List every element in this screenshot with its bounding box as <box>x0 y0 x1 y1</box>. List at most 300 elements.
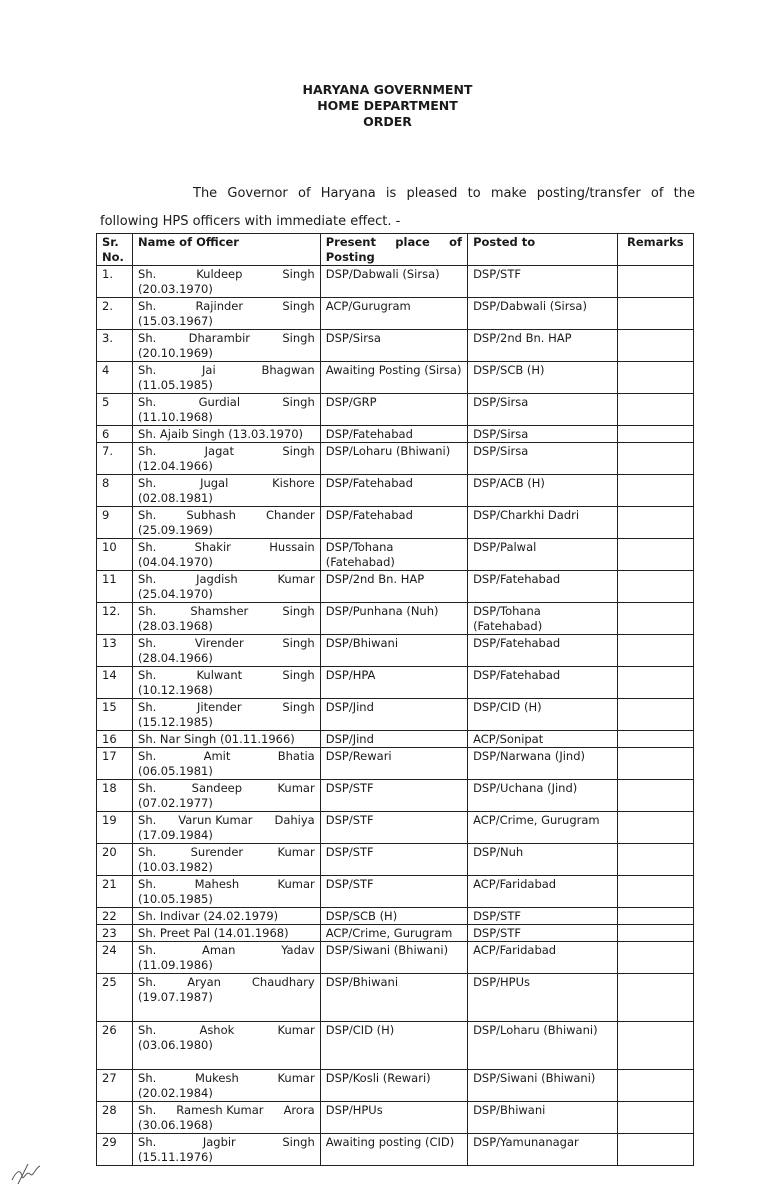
table-row <box>97 539 694 571</box>
present-posting: DSP/Fatehabad <box>325 427 413 441</box>
posted-to-cell <box>468 603 618 635</box>
table-row <box>97 298 694 330</box>
present-posting-cell <box>320 330 467 362</box>
document-header <box>0 82 775 130</box>
present-posting: DSP/Kosli (Rewari) <box>325 1071 431 1085</box>
officer-first-name: Amit <box>203 749 231 763</box>
present-posting-cell <box>320 974 467 1022</box>
officer-first-name: Jugal <box>200 476 229 490</box>
present-posting: DSP/STF <box>325 877 374 891</box>
officer-dob: (30.06.1968) <box>138 1118 213 1132</box>
officer-title: Sh. <box>138 668 157 682</box>
remarks-cell <box>617 812 693 844</box>
present-posting-cell <box>320 812 467 844</box>
present-posting: Awaiting Posting (Sirsa) <box>325 363 462 377</box>
posted-to: DSP/Narwana (Jind) <box>473 749 585 763</box>
officer-last-name: Dahiya <box>274 813 315 827</box>
officer-dob: (20.02.1984) <box>138 1086 213 1100</box>
officer-dob: (12.04.1966) <box>138 459 213 473</box>
officer-name-cell <box>133 699 321 731</box>
officer-name-cell <box>133 298 321 330</box>
sr-no-cell <box>97 266 133 298</box>
table-row <box>97 1070 694 1102</box>
officer-dob: (17.09.1984) <box>138 828 213 842</box>
officer-name-cell <box>133 748 321 780</box>
posted-to-cell <box>468 394 618 426</box>
officer-title: Sh. <box>138 444 157 458</box>
remarks-cell <box>617 780 693 812</box>
table-row <box>97 942 694 974</box>
present-posting: DSP/STF <box>325 845 374 859</box>
sr-no-cell <box>97 362 133 394</box>
officer-last-name: Singh <box>282 1135 315 1149</box>
table-row <box>97 426 694 443</box>
remarks-cell <box>617 1102 693 1134</box>
posted-to: DSP/Fatehabad <box>473 636 561 650</box>
officer-name-cell <box>133 844 321 876</box>
present-posting-cell <box>320 667 467 699</box>
sr-no-cell <box>97 426 133 443</box>
table-row <box>97 475 694 507</box>
posted-to: DSP/STF <box>473 267 521 281</box>
officer-first-name: Virender <box>194 636 244 650</box>
header-present-posting: Present place of Posting <box>320 234 467 266</box>
officer-last-name: Bhagwan <box>261 363 315 377</box>
officer-title: Sh. <box>138 395 157 409</box>
present-posting-cell <box>320 571 467 603</box>
present-posting-cell <box>320 266 467 298</box>
officer-first-name: Kuldeep <box>196 267 243 281</box>
present-posting-cell <box>320 635 467 667</box>
table-row <box>97 925 694 942</box>
officer-dob: (20.03.1970) <box>138 282 213 296</box>
officer-name-cell <box>133 731 321 748</box>
posted-to-cell <box>468 507 618 539</box>
header-name: Name of Officer <box>133 234 321 266</box>
officer-last-name: Kishore <box>272 476 315 490</box>
present-posting: Awaiting posting (CID) <box>325 1135 455 1149</box>
sr-no: 8 <box>102 476 110 490</box>
sr-no-cell <box>97 748 133 780</box>
sr-no: 7. <box>102 444 113 458</box>
officer-first-name: Mahesh <box>194 877 240 891</box>
sr-no: 26 <box>102 1023 117 1037</box>
header-department: HOME DEPARTMENT <box>317 98 458 113</box>
officer-name-cell <box>133 362 321 394</box>
officer-title: Sh. <box>138 1103 157 1117</box>
present-posting-cell <box>320 603 467 635</box>
present-posting-cell <box>320 748 467 780</box>
table-row <box>97 603 694 635</box>
posted-to: ACP/Crime, Gurugram <box>473 813 600 827</box>
present-posting: ACP/Gurugram <box>325 299 411 313</box>
sr-no-cell <box>97 1134 133 1166</box>
officer-last-name: Singh <box>282 604 315 618</box>
header-remarks: Remarks <box>617 234 693 266</box>
officer-dob: (11.10.1968) <box>138 410 213 424</box>
sr-no: 24 <box>102 943 117 957</box>
sr-no-cell <box>97 507 133 539</box>
sr-no-cell <box>97 539 133 571</box>
officer-dob: (03.06.1980) <box>138 1038 213 1052</box>
officer-first-name: Subhash <box>186 508 236 522</box>
officer-dob: (15.11.1976) <box>138 1150 213 1164</box>
table-row <box>97 699 694 731</box>
posted-to: DSP/Fatehabad <box>473 668 561 682</box>
posted-to: DSP/ACB (H) <box>473 476 545 490</box>
officer-name-cell <box>133 571 321 603</box>
posted-to: DSP/Charkhi Dadri <box>473 508 580 522</box>
sr-no-cell <box>97 731 133 748</box>
officer-title: Sh. <box>138 604 157 618</box>
posted-to: DSP/Dabwali (Sirsa) <box>473 299 587 313</box>
present-posting: DSP/Bhiwani <box>325 975 399 989</box>
officer-name-cell <box>133 426 321 443</box>
officer-name-cell <box>133 507 321 539</box>
officer-dob: (04.04.1970) <box>138 555 213 569</box>
remarks-cell <box>617 699 693 731</box>
table-row <box>97 362 694 394</box>
sr-no: 18 <box>102 781 117 795</box>
present-posting: DSP/HPA <box>325 668 376 682</box>
remarks-cell <box>617 298 693 330</box>
present-posting: DSP/Dabwali (Sirsa) <box>325 267 440 281</box>
remarks-cell <box>617 1134 693 1166</box>
officer-last-name: Singh <box>282 668 315 682</box>
officer-title: Sh. <box>138 877 157 891</box>
posted-to: DSP/Tohana (Fatehabad) <box>473 604 543 633</box>
posted-to: DSP/STF <box>473 926 521 940</box>
officer-dob: (11.05.1985) <box>138 378 213 392</box>
officer-title: Sh. <box>138 572 157 586</box>
remarks-cell <box>617 571 693 603</box>
posted-to: DSP/Sirsa <box>473 395 529 409</box>
sr-no: 9 <box>102 508 110 522</box>
posted-to-cell <box>468 330 618 362</box>
sr-no-cell <box>97 330 133 362</box>
remarks-cell <box>617 426 693 443</box>
officer-dob: (07.02.1977) <box>138 796 213 810</box>
posting-table <box>96 233 694 1166</box>
posted-to-cell <box>468 635 618 667</box>
present-posting-cell <box>320 731 467 748</box>
officer-last-name: Bhatia <box>277 749 315 763</box>
sr-no: 22 <box>102 909 117 923</box>
officer-dob: (25.04.1970) <box>138 587 213 601</box>
table-row <box>97 330 694 362</box>
officer-title: Sh. <box>138 845 157 859</box>
officer-last-name: Chaudhary <box>251 975 315 989</box>
officer-dob: (10.03.1982) <box>138 860 213 874</box>
posted-to-cell <box>468 571 618 603</box>
sr-no-cell <box>97 571 133 603</box>
sr-no: 23 <box>102 926 117 940</box>
officer-first-name: Jagdish <box>196 572 238 586</box>
present-posting: DSP/Siwani (Bhiwani) <box>325 943 449 957</box>
remarks-cell <box>617 330 693 362</box>
remarks-cell <box>617 942 693 974</box>
officer-first-name: Jagbir <box>202 1135 236 1149</box>
officer-name-cell <box>133 974 321 1022</box>
posted-to-cell <box>468 925 618 942</box>
header-order: ORDER <box>363 114 412 129</box>
officer-dob: (06.05.1981) <box>138 764 213 778</box>
present-posting-cell <box>320 539 467 571</box>
present-posting-cell <box>320 699 467 731</box>
remarks-cell <box>617 925 693 942</box>
sr-no-cell <box>97 1022 133 1070</box>
officer-first-name: Surender <box>190 845 244 859</box>
officer-name: Sh. Nar Singh (01.11.1966) <box>138 732 295 746</box>
table-row <box>97 974 694 1022</box>
posted-to: DSP/Bhiwani <box>473 1103 546 1117</box>
officer-title: Sh. <box>138 943 157 957</box>
officer-first-name: Rajinder <box>195 299 244 313</box>
remarks-cell <box>617 394 693 426</box>
posted-to-cell <box>468 539 618 571</box>
present-posting: DSP/Loharu (Bhiwani) <box>325 444 451 458</box>
officer-name-cell <box>133 908 321 925</box>
remarks-cell <box>617 908 693 925</box>
officer-title: Sh. <box>138 476 157 490</box>
posted-to: DSP/Uchana (Jind) <box>473 781 578 795</box>
table-row <box>97 266 694 298</box>
officer-first-name: Varun Kumar <box>178 813 253 827</box>
remarks-cell <box>617 539 693 571</box>
officer-name-cell <box>133 443 321 475</box>
present-posting: DSP/Bhiwani <box>325 636 399 650</box>
posted-to: DSP/HPUs <box>473 975 531 989</box>
remarks-cell <box>617 603 693 635</box>
officer-name-cell <box>133 635 321 667</box>
present-posting-cell <box>320 443 467 475</box>
officer-name-cell <box>133 266 321 298</box>
posted-to-cell <box>468 298 618 330</box>
officer-last-name: Kumar <box>277 1071 315 1085</box>
officer-name-cell <box>133 603 321 635</box>
posted-to-cell <box>468 667 618 699</box>
posted-to: DSP/2nd Bn. HAP <box>473 331 572 345</box>
present-posting: DSP/STF <box>325 813 374 827</box>
officer-title: Sh. <box>138 331 157 345</box>
table-row <box>97 780 694 812</box>
sr-no-cell <box>97 699 133 731</box>
officer-dob: (02.08.1981) <box>138 491 213 505</box>
present-posting-cell <box>320 475 467 507</box>
posted-to: DSP/CID (H) <box>473 700 542 714</box>
officer-title: Sh. <box>138 975 157 989</box>
present-posting-cell <box>320 507 467 539</box>
remarks-cell <box>617 1070 693 1102</box>
sr-no-cell <box>97 635 133 667</box>
officer-name-cell <box>133 780 321 812</box>
officer-name-cell <box>133 539 321 571</box>
officer-dob: (11.09.1986) <box>138 958 213 972</box>
sr-no: 29 <box>102 1135 117 1149</box>
sr-no-cell <box>97 443 133 475</box>
officer-dob: (15.12.1985) <box>138 715 213 729</box>
present-posting-cell <box>320 362 467 394</box>
sr-no: 16 <box>102 732 117 746</box>
officer-dob: (25.09.1969) <box>138 523 213 537</box>
table-row <box>97 507 694 539</box>
officer-first-name: Shamsher <box>190 604 249 618</box>
officer-name-cell <box>133 1070 321 1102</box>
officer-last-name: Singh <box>282 395 315 409</box>
table-row <box>97 635 694 667</box>
table-header-row <box>97 234 694 266</box>
posted-to: ACP/Faridabad <box>473 877 557 891</box>
officer-first-name: Aryan <box>187 975 221 989</box>
officer-first-name: Jai <box>202 363 216 377</box>
posted-to: DSP/STF <box>473 909 521 923</box>
sr-no-cell <box>97 812 133 844</box>
officer-last-name: Singh <box>282 331 315 345</box>
officer-name-cell <box>133 475 321 507</box>
present-posting: DSP/HPUs <box>325 1103 383 1117</box>
posted-to-cell <box>468 426 618 443</box>
officer-dob: (10.05.1985) <box>138 892 213 906</box>
posted-to: DSP/Palwal <box>473 540 537 554</box>
present-posting: DSP/STF <box>325 781 374 795</box>
sr-no: 11 <box>102 572 117 586</box>
posted-to: DSP/Sirsa <box>473 427 529 441</box>
remarks-cell <box>617 731 693 748</box>
posted-to-cell <box>468 1022 618 1070</box>
officer-title: Sh. <box>138 1135 157 1149</box>
posted-to-cell <box>468 731 618 748</box>
table-row <box>97 876 694 908</box>
sr-no: 19 <box>102 813 117 827</box>
table-row <box>97 571 694 603</box>
officer-dob: (10.12.1968) <box>138 683 213 697</box>
officer-last-name: Chander <box>265 508 315 522</box>
remarks-cell <box>617 362 693 394</box>
sr-no-cell <box>97 844 133 876</box>
posted-to-cell <box>468 812 618 844</box>
officer-last-name: Singh <box>282 636 315 650</box>
sr-no: 4 <box>102 363 110 377</box>
sr-no: 14 <box>102 668 117 682</box>
remarks-cell <box>617 443 693 475</box>
officer-dob: (28.04.1966) <box>138 651 213 665</box>
sr-no: 5 <box>102 395 110 409</box>
officer-dob: (19.07.1987) <box>138 990 213 1004</box>
remarks-cell <box>617 635 693 667</box>
present-posting-cell <box>320 1134 467 1166</box>
sr-no: 1. <box>102 267 113 281</box>
sr-no-cell <box>97 974 133 1022</box>
officer-dob: (28.03.1968) <box>138 619 213 633</box>
intro-paragraph <box>100 180 695 236</box>
officer-name-cell <box>133 667 321 699</box>
present-posting-cell <box>320 876 467 908</box>
posted-to-cell <box>468 443 618 475</box>
officer-title: Sh. <box>138 749 157 763</box>
sr-no-cell <box>97 925 133 942</box>
sr-no-cell <box>97 475 133 507</box>
officer-dob: (20.10.1969) <box>138 346 213 360</box>
sr-no: 6 <box>102 427 110 441</box>
posted-to-cell <box>468 780 618 812</box>
posted-to-cell <box>468 475 618 507</box>
table-row <box>97 1022 694 1070</box>
remarks-cell <box>617 475 693 507</box>
officer-title: Sh. <box>138 1023 157 1037</box>
header-posted-to: Posted to <box>468 234 618 266</box>
posted-to: DSP/Yamunanagar <box>473 1135 579 1149</box>
intro-line-1: The Governor of Haryana is pleased to make posting/transfer of the <box>193 186 695 201</box>
sr-no-cell <box>97 603 133 635</box>
header-sr-no: Sr. No. <box>97 234 133 266</box>
posted-to-cell <box>468 844 618 876</box>
present-posting: DSP/2nd Bn. HAP <box>325 572 425 586</box>
sr-no-cell <box>97 667 133 699</box>
officer-last-name: Kumar <box>277 781 315 795</box>
present-posting-cell <box>320 298 467 330</box>
sr-no-cell <box>97 876 133 908</box>
officer-first-name: Shakir <box>194 540 231 554</box>
present-posting-cell <box>320 942 467 974</box>
officer-last-name: Kumar <box>277 572 315 586</box>
officer-name: Sh. Indivar (24.02.1979) <box>138 909 279 923</box>
sr-no: 10 <box>102 540 117 554</box>
posted-to-cell <box>468 1134 618 1166</box>
officer-first-name: Mukesh <box>194 1071 239 1085</box>
posted-to: DSP/Fatehabad <box>473 572 561 586</box>
sr-no: 3. <box>102 331 113 345</box>
present-posting-cell <box>320 908 467 925</box>
officer-name-cell <box>133 876 321 908</box>
posted-to: DSP/Siwani (Bhiwani) <box>473 1071 596 1085</box>
sr-no-cell <box>97 1070 133 1102</box>
sr-no: 21 <box>102 877 117 891</box>
officer-first-name: Aman <box>201 943 236 957</box>
table-row <box>97 812 694 844</box>
officer-last-name: Arora <box>283 1103 315 1117</box>
remarks-cell <box>617 266 693 298</box>
officer-last-name: Singh <box>282 444 315 458</box>
officer-last-name: Kumar <box>277 845 315 859</box>
present-posting-cell <box>320 426 467 443</box>
posted-to-cell <box>468 1102 618 1134</box>
officer-first-name: Gurdial <box>198 395 241 409</box>
officer-first-name: Jitender <box>197 700 242 714</box>
present-posting: DSP/Fatehabad <box>325 508 413 522</box>
officer-title: Sh. <box>138 508 157 522</box>
present-posting-cell <box>320 844 467 876</box>
sr-no-cell <box>97 1102 133 1134</box>
present-posting: DSP/Sirsa <box>325 331 381 345</box>
officer-last-name: Yadav <box>281 943 315 957</box>
remarks-cell <box>617 974 693 1022</box>
posted-to: DSP/Nuh <box>473 845 524 859</box>
present-posting: DSP/Jind <box>325 732 374 746</box>
posted-to-cell <box>468 266 618 298</box>
sr-no: 13 <box>102 636 117 650</box>
posted-to-cell <box>468 908 618 925</box>
officer-title: Sh. <box>138 813 157 827</box>
remarks-cell <box>617 1022 693 1070</box>
present-posting: DSP/Jind <box>325 700 374 714</box>
present-posting-cell <box>320 394 467 426</box>
present-posting: DSP/CID (H) <box>325 1023 395 1037</box>
table-row <box>97 731 694 748</box>
officer-first-name: Jagat <box>204 444 234 458</box>
signature-mark <box>8 1150 48 1190</box>
sr-no: 25 <box>102 975 117 989</box>
posted-to-cell <box>468 942 618 974</box>
